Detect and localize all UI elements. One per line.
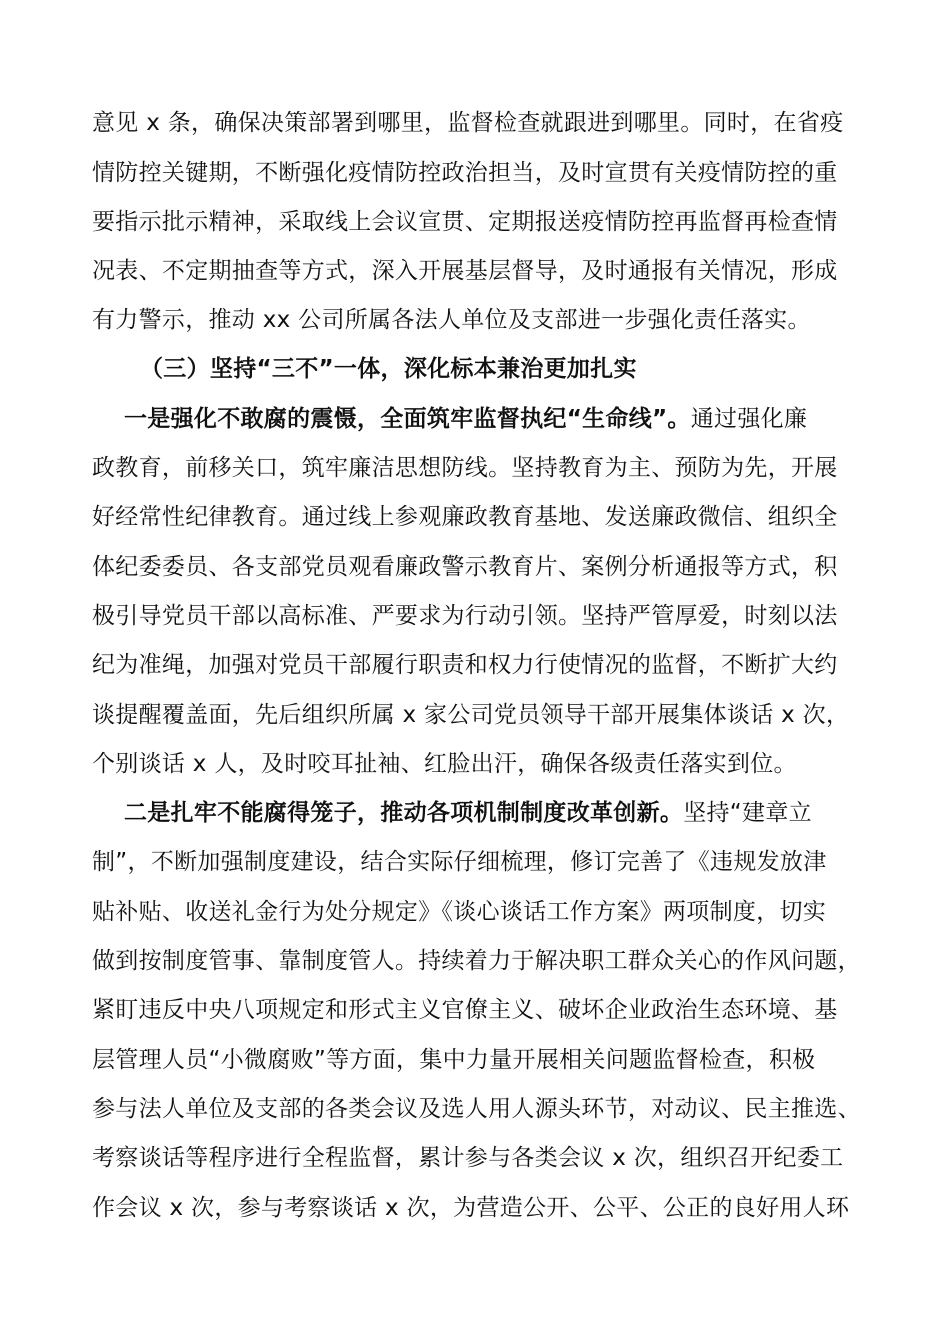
paragraph-2-line-7: 谈提醒覆盖面，先后组织所属 x 家公司党员领导干部开展集体谈话 x 次， [92, 702, 850, 728]
paragraph-2-line-3: 好经常性纪律教育。通过线上参观廉政教育基地、发送廉政微信、组织全 [92, 504, 838, 530]
paragraph-3-line-6: 层管理人员“小微腐败”等方面，集中力量开展相关问题监督检查，积极 [92, 1047, 816, 1073]
section-heading: （三）坚持“三不”一体，深化标本兼治更加扎实 [140, 356, 637, 382]
paragraph-2-line-4: 体纪委委员、各支部党员观看廉政警示教育片、案例分析通报等方式，积 [92, 554, 838, 580]
paragraph-3-lead: 二是扎牢不能腐得笼子，推动各项机制制度改革创新。 [124, 800, 684, 826]
paragraph-1-line-3: 要指示批示精神，采取线上会议宣贯、定期报送疫情防控再监督再检查情 [92, 209, 838, 235]
paragraph-3-line-9: 作会议 x 次，参与考察谈话 x 次，为营造公开、公平、公正的良好用人环 [92, 1195, 850, 1221]
paragraph-2-line-2: 政教育，前移关口，筑牢廉洁思想防线。坚持教育为主、预防为先，开展 [92, 455, 838, 481]
paragraph-1-line-2: 情防控关键期，不断强化疫情防控政治担当，及时宣贯有关疫情防控的重 [92, 160, 838, 186]
paragraph-2-lead: 一是强化不敢腐的震慑，全面筑牢监督执纪“生命线”。 [124, 406, 691, 432]
paragraph-3-line-4: 做到按制度管事、靠制度管人。持续着力于解决职工群众关心的作风问题， [92, 948, 861, 974]
paragraph-3-line-7: 参与法人单位及支部的各类会议及选人用人源头环节，对动议、民主推选、 [92, 1096, 861, 1122]
paragraph-2-line-6: 纪为准绳，加强对党员干部履行职责和权力行使情况的监督，不断扩大约 [92, 652, 838, 678]
paragraph-2-line-5: 极引导党员干部以高标准、严要求为行动引领。坚持严管厚爱，时刻以法 [92, 603, 838, 629]
paragraph-1-line-5: 有力警示，推动 xx 公司所属各法人单位及支部进一步强化责任落实。 [92, 307, 811, 333]
paragraph-3-line-5: 紧盯违反中央八项规定和形式主义官僚主义、破坏企业政治生态环境、基 [92, 997, 838, 1023]
paragraph-3-line-1 [124, 795, 862, 831]
paragraph-3-line-8: 考察谈话等程序进行全程监督，累计参与各类会议 x 次，组织召开纪委工 [92, 1145, 844, 1171]
paragraph-2-line-1 [124, 401, 862, 437]
paragraph-2-line-8: 个别谈话 x 人，及时咬耳扯袖、红脸出汗，确保各级责任落实到位。 [92, 751, 797, 777]
paragraph-3-first-rest: 坚持“建章立 [683, 800, 812, 826]
paragraph-3-line-3: 贴补贴、收送礼金行为处分规定》《谈心谈话工作方案》两项制度，切实 [92, 899, 827, 925]
paragraph-1-line-1: 意见 x 条，确保决策部署到哪里，监督检查就跟进到哪里。同时，在省疫 [92, 110, 844, 136]
paragraph-2-first-rest: 通过强化廉 [690, 406, 808, 432]
paragraph-3-line-2: 制”，不断加强制度建设，结合实际仔细梳理，修订完善了《违规发放津 [92, 849, 827, 875]
paragraph-1-line-4: 况表、不定期抽查等方式，深入开展基层督导，及时通报有关情况，形成 [92, 258, 838, 284]
